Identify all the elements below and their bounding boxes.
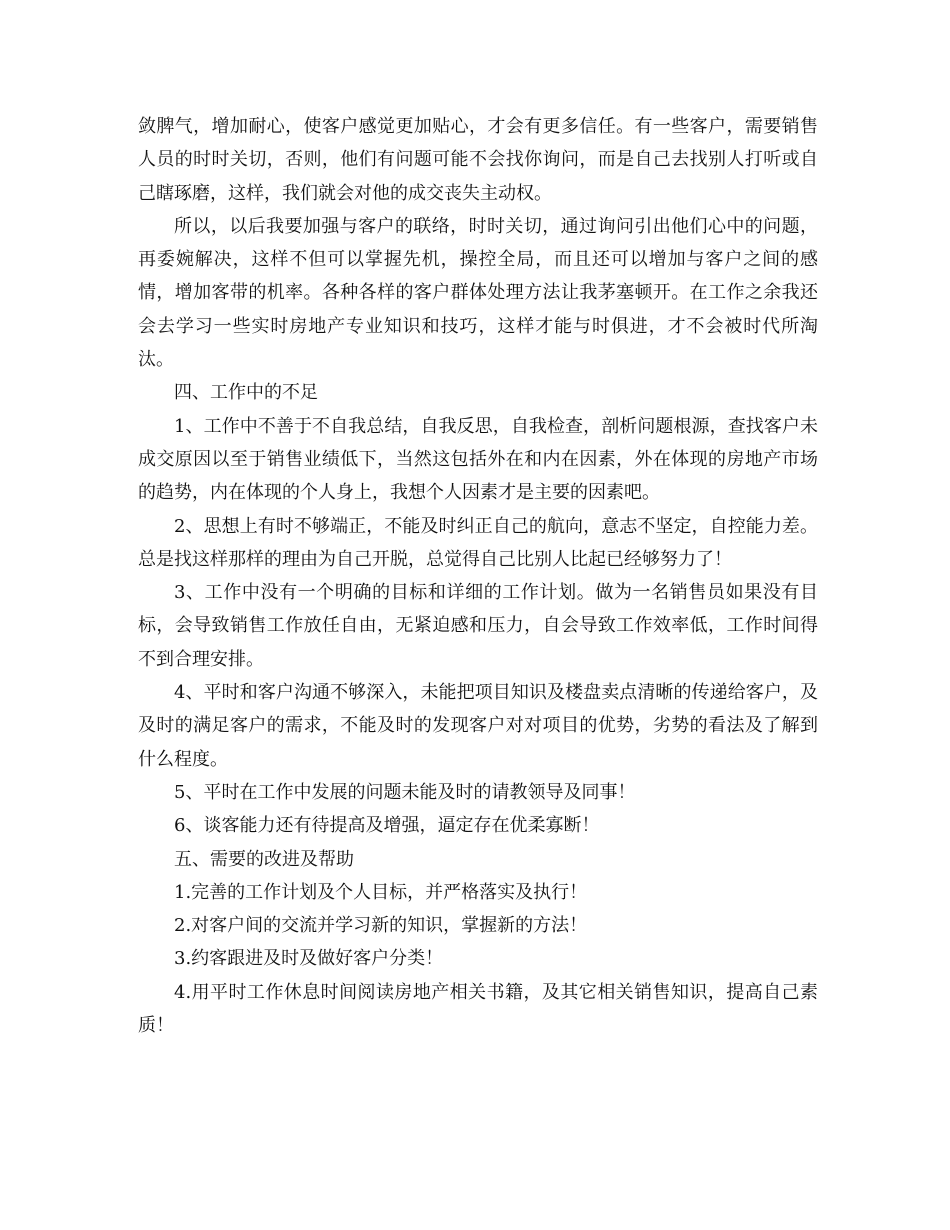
shortcoming-item-3: 3、工作中没有一个明确的目标和详细的工作计划。做为一名销售员如果没有目标，会导致销售工作放任自由，无紧迫感和压力，自会导致工作效率低，工作时间得不到合理安排。 bbox=[138, 582, 818, 670]
section-heading-improvements: 五、需要的改进及帮助 bbox=[174, 848, 354, 870]
document-body bbox=[138, 110, 818, 1042]
shortcoming-item-2: 2、思想上有时不够端正，不能及时纠正自己的航向，意志不坚定，自控能力差。总是找这样那样的理由为自己开脱，总觉得自己比别人比起已经够努力了！ bbox=[138, 515, 818, 570]
shortcoming-item-6: 6、谈客能力还有待提高及增强，逼定存在优柔寡断！ bbox=[174, 815, 600, 837]
paragraph-continuation: 敛脾气，增加耐心，使客户感觉更加贴心，才会有更多信任。有一些客户，需要销售人员的时时关切，否则，他们有问题可能不会找你询问，而是自己去找别人打听或自己瞎琢磨，这样，我们就会对他的成交丧失主动权。 bbox=[138, 116, 818, 204]
improvement-item-2: 2.对客户间的交流并学习新的知识，掌握新的方法！ bbox=[174, 915, 588, 937]
improvement-item-3: 3.约客跟进及时及做好客户分类！ bbox=[174, 948, 444, 970]
paragraph-improvement-plan: 所以，以后我要加强与客户的联络，时时关切，通过询问引出他们心中的问题，再委婉解决，这样不但可以掌握先机，操控全局，而且还可以增加与客户之间的感情，增加客带的机率。各种各样的客户群体处理方法让我茅塞顿开。在工作之余我还会去学习一些实时房地产专业知识和技巧，这样才能与时俱进，才不会被时代所淘汰。 bbox=[138, 215, 818, 371]
improvement-item-4: 4.用平时工作休息时间阅读房地产相关书籍，及其它相关销售知识，提高自己素质！ bbox=[138, 981, 818, 1037]
shortcoming-item-4: 4、平时和客户沟通不够深入，未能把项目知识及楼盘卖点清晰的传递给客户，及及时的满足客户的需求，不能及时的发现客户对对项目的优势，劣势的看法及了解到什么程度。 bbox=[138, 682, 818, 770]
shortcoming-item-5: 5、平时在工作中发展的问题未能及时的请教领导及同事！ bbox=[174, 781, 636, 803]
shortcoming-item-1: 1、工作中不善于不自我总结，自我反思，自我检查，剖析问题根源，查找客户未成交原因以至于销售业绩低下，当然这包括外在和内在因素，外在体现的房地产市场的趋势，内在体现的个人身上，我想个人因素才是主要的因素吧。 bbox=[138, 415, 818, 504]
improvement-item-1: 1.完善的工作计划及个人目标，并严格落实及执行！ bbox=[174, 881, 588, 903]
section-heading-shortcomings: 四、工作中的不足 bbox=[174, 382, 318, 404]
